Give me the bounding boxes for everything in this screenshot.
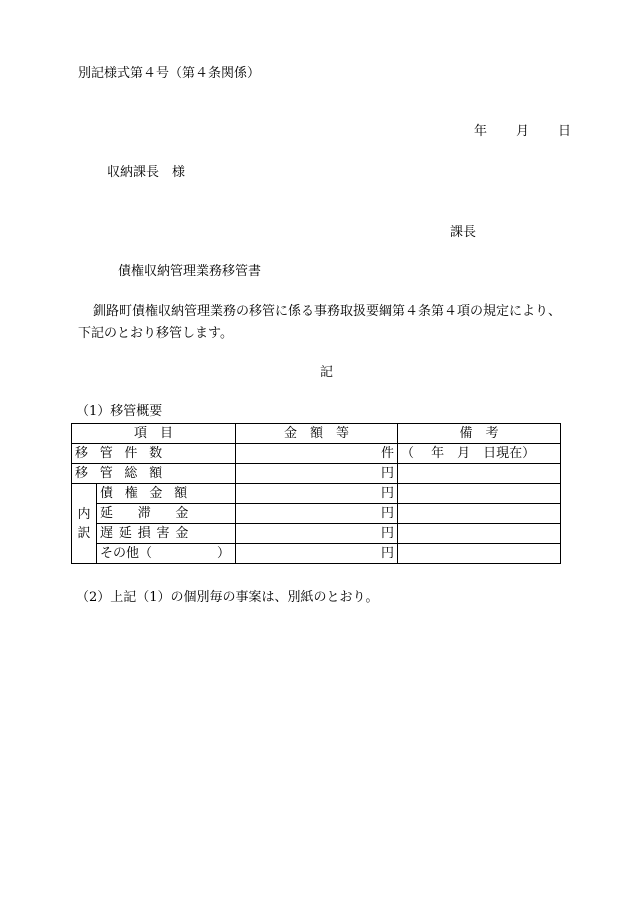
row-unit: 円 (236, 524, 398, 544)
row-note (398, 524, 561, 544)
transfer-summary-table (71, 423, 561, 564)
breakdown-label-principal: 債権金額 (97, 484, 236, 504)
table-row (72, 524, 561, 544)
table-header-row (72, 424, 561, 444)
row-unit: 件 (236, 444, 398, 464)
row-note (398, 484, 561, 504)
addressee: 収納課長 様 (107, 165, 186, 180)
table-row (72, 544, 561, 564)
row-note (398, 544, 561, 564)
section-1-heading: （1）移管概要 (76, 404, 163, 419)
table-row (72, 504, 561, 524)
breakdown-label-delay-damages: 遅延損害金 (97, 524, 236, 544)
sender-title: 課長 (450, 225, 477, 240)
row-unit: 円 (236, 484, 398, 504)
table-row (72, 464, 561, 484)
form-number: 別記様式第４号（第４条関係） (78, 66, 261, 81)
date-line: 年 月 日 (474, 124, 573, 139)
breakdown-label: 内 訳 (72, 484, 97, 564)
row-note: （ 年 月 日現在） (398, 444, 561, 464)
document-title: 債権収納管理業務移管書 (118, 264, 262, 279)
body-text-line-2: 下記のとおり移管します。 (78, 326, 233, 341)
breakdown-label-late-fee: 延滞金 (97, 504, 236, 524)
table-row (72, 484, 561, 504)
row-label-case-count: 移管件数 (72, 444, 236, 464)
row-label-total-amount: 移管総額 (72, 464, 236, 484)
table-row (72, 444, 561, 464)
section-2-text: （2）上記（1）の個別毎の事案は、別紙のとおり。 (76, 590, 379, 605)
row-unit: 円 (236, 464, 398, 484)
header-amount: 金 額 等 (236, 424, 398, 444)
row-unit: 円 (236, 544, 398, 564)
breakdown-label-other: その他（ ） (97, 544, 236, 564)
header-item: 項 目 (72, 424, 236, 444)
row-note (398, 504, 561, 524)
row-note (398, 464, 561, 484)
body-text-line-1: 釧路町債権収納管理業務の移管に係る事務取扱要綱第４条第４項の規定により、 (93, 304, 562, 319)
header-remarks: 備 考 (398, 424, 561, 444)
row-unit: 円 (236, 504, 398, 524)
ki-heading: 記 (320, 365, 334, 380)
